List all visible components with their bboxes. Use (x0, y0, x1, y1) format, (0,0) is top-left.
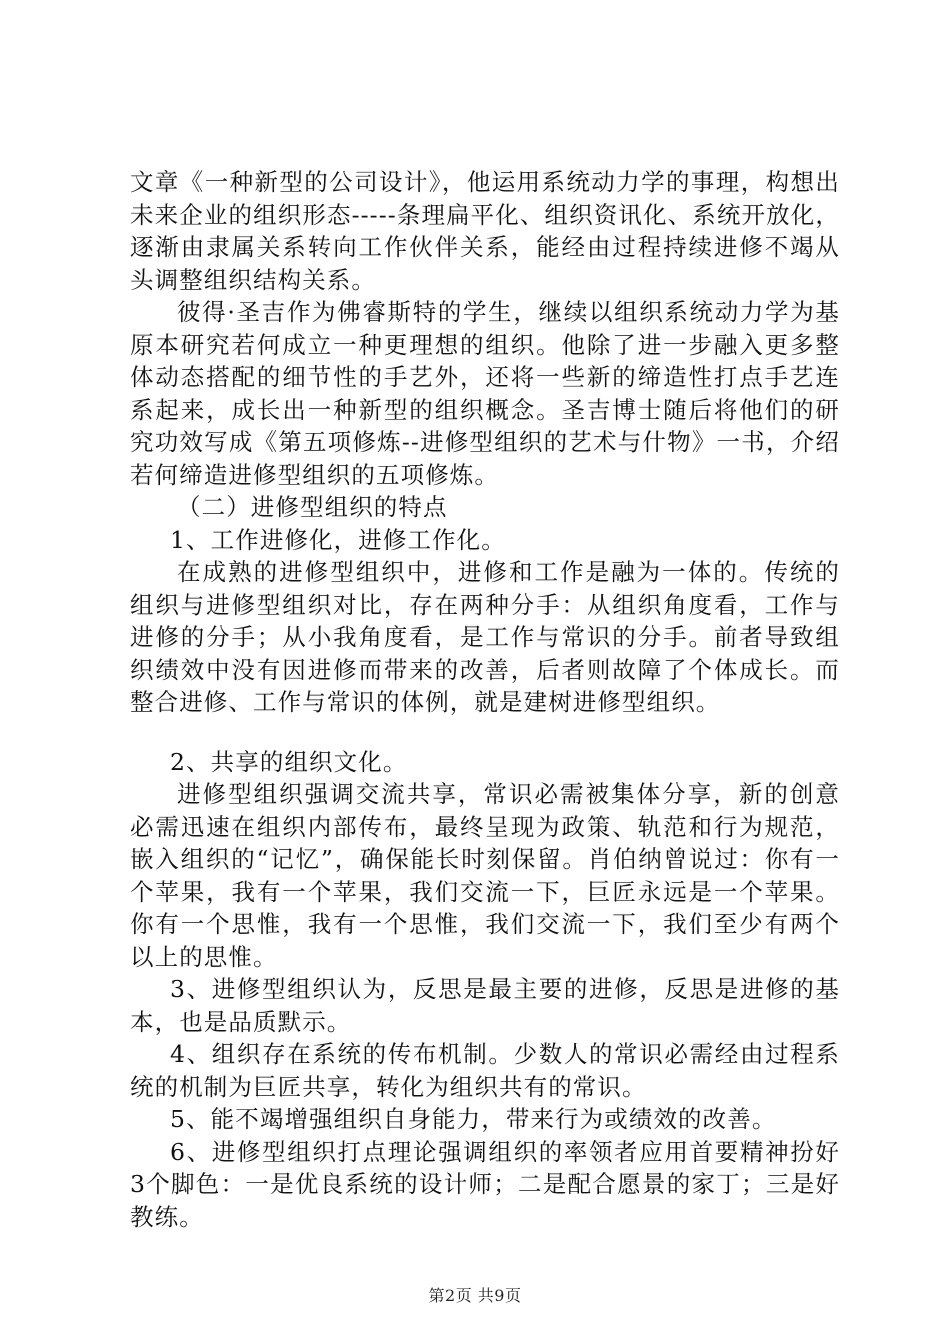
list-item-4: 4、组织存在系统的传布机制。少数人的常识必需经由过程系统的机制为巨匠共享，转化为组织共有的常识。 (130, 1040, 840, 1101)
document-body (130, 166, 840, 1233)
paragraph-item-1-body: 在成熟的进修型组织中，进修和工作是融为一体的。传统的组织与进修型组织对比，存在两种分手：从组织角度看，工作与进修的分手；从小我角度看，是工作与常识的分手。前者导致组织绩效中没有因进修而带来的改善，后者则故障了个体成长。而整合进修、工作与常识的体例，就是建树进修型组织。 (130, 558, 840, 716)
paragraph-continuation: 文章《一种新型的公司设计》，他运用系统动力学的事理，构想出未来企业的组织形态-----条理扁平化、组织资讯化、系统开放化，逐渐由隶属关系转向工作伙伴关系，能经由过程持续进修不竭从头调整组织结构关系。 (130, 168, 840, 294)
list-item-5: 5、能不竭增强组织自身能力，带来行为或绩效的改善。 (170, 1105, 777, 1133)
page-number-footer: 第2页 共9页 (428, 1286, 522, 1305)
list-item-2-heading: 2、共享的组织文化。 (170, 747, 408, 776)
list-item-1-heading: 1、工作进修化，进修工作化。 (170, 525, 506, 554)
paragraph-item-2-body: 进修型组织强调交流共享，常识必需被集体分享，新的创意必需迅速在组织内部传布，最终呈现为政策、轨范和行为规范，嵌入组织的“记忆”，确保能长时刻保留。肖伯纳曾说过：你有一个苹果，我有一个苹果，我们交流一下，巨匠永远是一个苹果。你有一个思惟，我有一个思惟，我们交流一下，我们至少有两个以上的思惟。 (130, 780, 840, 971)
section-heading-features: （二）进修型组织的特点 (177, 493, 448, 521)
paragraph-peter-senge: 彼得·圣吉作为佛睿斯特的学生，继续以组织系统动力学为基原本研究若何成立一种更理想的组织。他除了进一步融入更多整体动态搭配的细节性的手艺外，还将一些新的缔造性打点手艺连系起来，成长出一种新型的组织概念。圣吉博士随后将他们的研究功效写成《第五项修炼--进修型组织的艺术与什物》一书，介绍若何缔造进修型组织的五项修炼。 (130, 298, 840, 489)
list-item-6: 6、进修型组织打点理论强调组织的率领者应用首要精神扮好3个脚色：一是优良系统的设计师；二是配合愿景的家丁；三是好教练。 (130, 1137, 840, 1231)
list-item-3: 3、进修型组织认为，反思是最主要的进修，反思是进修的基本，也是品质默示。 (130, 975, 840, 1036)
